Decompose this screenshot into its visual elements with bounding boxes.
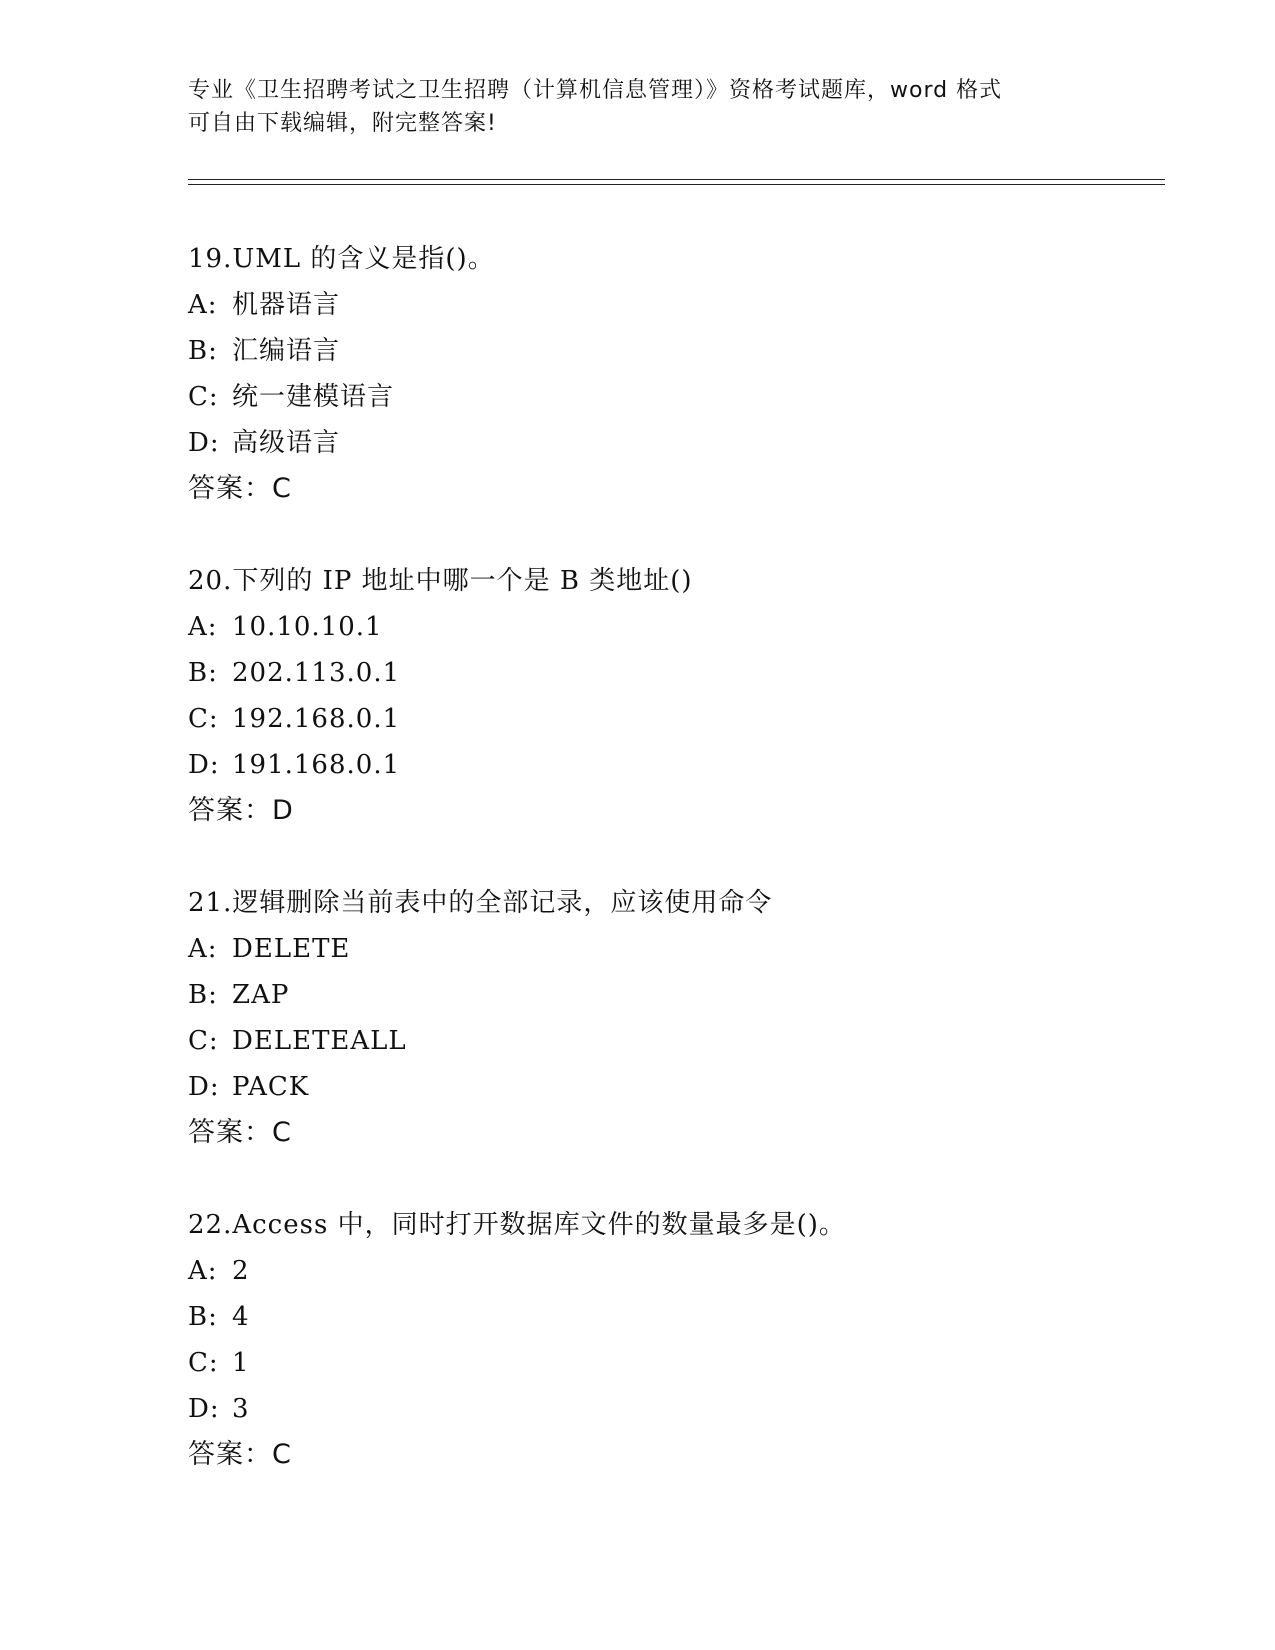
option-d — [188, 1064, 1168, 1110]
option-text: 202.113.0.1 — [232, 658, 401, 688]
option-c — [188, 1340, 1168, 1386]
option-key: C: — [188, 704, 219, 734]
option-c — [188, 696, 1168, 742]
option-key: B: — [188, 980, 218, 1010]
question-stem: 20.下列的 IP 地址中哪一个是 B 类地址() — [188, 566, 693, 596]
answer: 答案：C — [188, 1439, 292, 1470]
option-text: 机器语言 — [232, 290, 341, 320]
option-text: ZAP — [232, 980, 290, 1010]
option-text: DELETEALL — [232, 1026, 407, 1056]
option-key: D: — [188, 1394, 220, 1424]
option-key: A: — [188, 612, 218, 642]
option-a — [188, 926, 1168, 972]
option-text: 汇编语言 — [232, 336, 341, 366]
question-20 — [188, 558, 1168, 880]
option-text: 高级语言 — [232, 428, 341, 458]
option-key: C: — [188, 1348, 219, 1378]
option-b — [188, 1294, 1168, 1340]
option-key: D: — [188, 428, 220, 458]
answer: 答案：C — [188, 473, 292, 504]
option-b — [188, 650, 1168, 696]
option-text: 4 — [232, 1302, 250, 1332]
option-key: C: — [188, 382, 219, 412]
option-key: D: — [188, 1072, 220, 1102]
option-a — [188, 604, 1168, 650]
option-key: C: — [188, 1026, 219, 1056]
document-header — [188, 74, 1088, 140]
option-text: 3 — [232, 1394, 250, 1424]
option-key: D: — [188, 750, 220, 780]
option-text: 统一建模语言 — [232, 382, 395, 412]
option-text: DELETE — [232, 934, 351, 964]
option-key: A: — [188, 290, 218, 320]
question-stem: 21.逻辑删除当前表中的全部记录，应该使用命令 — [188, 888, 773, 918]
option-key: B: — [188, 336, 218, 366]
question-list — [188, 236, 1168, 1524]
option-key: A: — [188, 1256, 218, 1286]
question-22 — [188, 1202, 1168, 1524]
option-c — [188, 1018, 1168, 1064]
question-19 — [188, 236, 1168, 558]
option-b — [188, 328, 1168, 374]
question-stem: 22.Access 中，同时打开数据库文件的数量最多是()。 — [188, 1210, 846, 1240]
option-key: B: — [188, 658, 218, 688]
option-text: 2 — [232, 1256, 250, 1286]
option-d — [188, 1386, 1168, 1432]
option-b — [188, 972, 1168, 1018]
option-d — [188, 742, 1168, 788]
answer: 答案：C — [188, 1117, 292, 1148]
question-stem: 19.UML 的含义是指()。 — [188, 244, 495, 274]
header-line-1: 专业《卫生招聘考试之卫生招聘（计算机信息管理）》资格考试题库，word 格式 — [188, 78, 1003, 103]
header-divider-top — [188, 179, 1165, 180]
option-key: B: — [188, 1302, 218, 1332]
option-a — [188, 1248, 1168, 1294]
option-text: PACK — [232, 1072, 310, 1102]
option-text: 1 — [232, 1348, 250, 1378]
header-divider-bottom — [188, 184, 1165, 185]
question-21 — [188, 880, 1168, 1202]
answer: 答案：D — [188, 795, 294, 826]
option-key: A: — [188, 934, 218, 964]
header-line-2: 可自由下载编辑，附完整答案! — [188, 111, 497, 136]
option-text: 191.168.0.1 — [232, 750, 401, 780]
option-d — [188, 420, 1168, 466]
option-c — [188, 374, 1168, 420]
option-text: 10.10.10.1 — [232, 612, 383, 642]
option-text: 192.168.0.1 — [232, 704, 401, 734]
option-a — [188, 282, 1168, 328]
